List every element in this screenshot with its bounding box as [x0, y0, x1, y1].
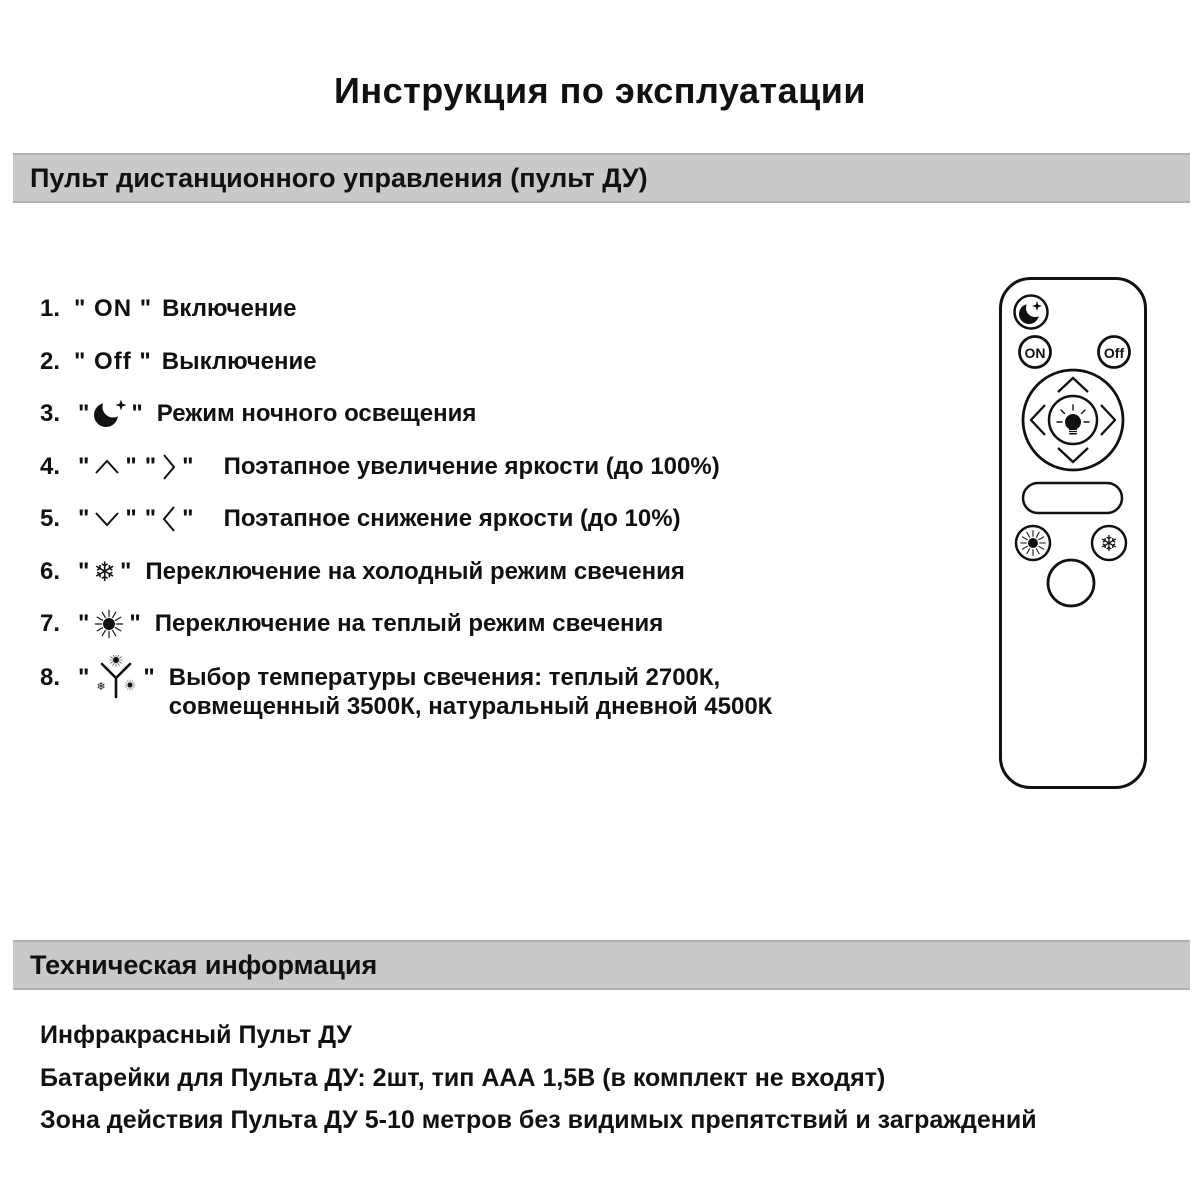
quote-mark: "	[144, 505, 157, 532]
remote-off-button	[1099, 337, 1130, 368]
remote-control-drawing	[998, 276, 1148, 790]
remote-dpad	[1023, 370, 1123, 470]
quote-mark: "	[78, 558, 90, 585]
item-label	[169, 663, 773, 721]
page-title: Инструкция по эксплуатации	[333, 70, 867, 111]
item-label: Включение	[162, 295, 297, 322]
item-label: Переключение на теплый режим свечения	[154, 610, 664, 637]
item-number: 5.	[40, 505, 61, 532]
instruction-item-cold-mode	[40, 555, 685, 589]
remote-warm-button	[1016, 526, 1050, 560]
mini-snowflake-icon: ❄	[96, 680, 106, 693]
chevron-up-icon	[93, 457, 121, 477]
chevron-left-icon	[160, 504, 178, 534]
quote-mark: "	[131, 400, 143, 427]
quote-mark: "	[182, 453, 194, 480]
remote-bottom-button	[1048, 560, 1094, 606]
quote-mark: "	[129, 610, 141, 637]
color-temperature-icon	[93, 655, 139, 701]
section-header-remote: Пульт дистанционного управления (пульт ДУ)	[13, 153, 1190, 203]
quote-mark: "	[78, 664, 90, 691]
instruction-item-brightness-up	[40, 450, 720, 484]
quote-mark: "	[78, 610, 90, 637]
quote-mark: "	[143, 664, 155, 691]
snowflake-icon: ❄	[1099, 532, 1119, 557]
item-label-line-1: Выбор температуры свечения: теплый 2700К,	[168, 664, 721, 691]
moon-icon	[93, 398, 127, 430]
item-number: 1.	[40, 295, 61, 322]
quote-mark: "	[182, 505, 194, 532]
remote-on-button	[1020, 337, 1051, 368]
item-label-line-2: совмещенный 3500К, натуральный дневной 4500К	[168, 693, 773, 720]
quote-mark: "	[125, 453, 137, 480]
item-number: 7.	[40, 610, 61, 637]
section-header-technical: Техническая информация	[13, 940, 1190, 990]
instruction-item-off	[40, 345, 317, 379]
remote-off-button-label: Off	[1103, 345, 1125, 361]
instruction-item-brightness-down	[40, 502, 681, 536]
quote-mark: "	[125, 505, 137, 532]
item-number: 6.	[40, 558, 61, 585]
snowflake-icon: ❄	[93, 556, 117, 588]
item-label: Поэтапное снижение яркости (до 10%)	[223, 505, 681, 532]
chevron-right-icon	[160, 452, 178, 482]
remote-cold-button	[1092, 526, 1126, 560]
quote-mark: "	[78, 400, 90, 427]
instruction-item-color-temperature	[40, 663, 772, 721]
tech-info-line: Зона действия Пульта ДУ 5-10 метров без видимых препятствий и заграждений	[40, 1106, 1037, 1134]
item-label: Поэтапное увеличение яркости (до 100%)	[223, 453, 720, 480]
instruction-item-warm-mode	[40, 607, 663, 641]
tech-info-line: Инфракрасный Пульт ДУ	[40, 1021, 352, 1049]
item-label: Переключение на холодный режим свечения	[145, 558, 685, 585]
sun-icon	[93, 608, 125, 640]
instruction-item-night-mode	[40, 397, 476, 431]
quote-mark: "	[78, 453, 90, 480]
quote-mark: "	[144, 453, 157, 480]
item-term: " ON "	[74, 295, 153, 322]
remote-pill-button	[1023, 483, 1122, 513]
chevron-down-icon	[93, 509, 121, 529]
item-number: 3.	[40, 400, 61, 427]
instruction-item-on	[40, 292, 296, 326]
item-number: 2.	[40, 348, 61, 375]
quote-mark: "	[78, 505, 90, 532]
item-number: 4.	[40, 453, 61, 480]
item-label: Режим ночного освещения	[156, 400, 477, 427]
tech-info-line: Батарейки для Пульта ДУ: 2шт, тип ААА 1,5В (в комплект не входят)	[40, 1064, 886, 1092]
remote-night-mode-button	[1015, 296, 1048, 329]
item-number: 8.	[40, 664, 61, 691]
item-label: Выключение	[161, 348, 317, 375]
remote-on-button-label: ON	[1024, 345, 1046, 361]
item-term: " Off "	[74, 348, 152, 375]
quote-mark: "	[120, 558, 132, 585]
